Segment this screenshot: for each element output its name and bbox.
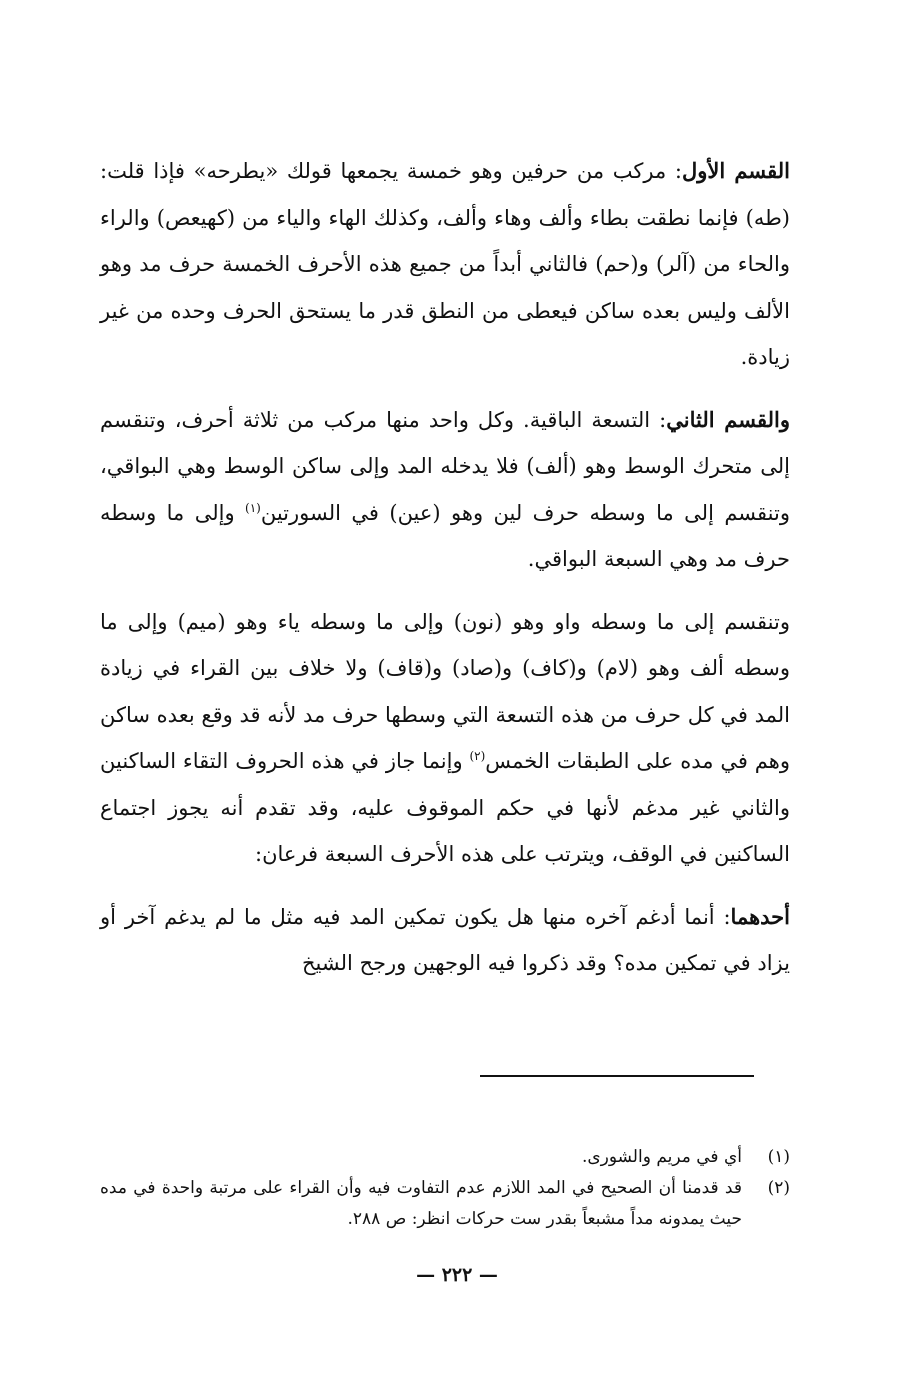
footnote — [100, 1142, 790, 1173]
footnote-divider — [480, 1075, 754, 1077]
paragraph-text: : مركب من حرفين وهو خمسة يجمعها قولك «يطرحه» فإذا قلت: (طه) فإنما نطقت بطاء وألف وهاء وألف، وكذلك الهاء والياء من (كهيعص) والراء والحاء من (آلر) و(حم) فالثاني أبداً من جميع هذه الأحرف الخمسة حرف مد وهو الألف وليس بعده ساكن فيعطى من النطق قدر ما يستحق الحرف وحده من غير زيادة. — [100, 159, 790, 369]
footnote-marker: (٢) — [469, 749, 486, 763]
page-number: — ٢٢٢ — — [416, 1264, 498, 1286]
footnotes — [100, 1142, 790, 1235]
paragraph-text: وإلى ما وسطه حرف مد وهي السبعة البواقي. — [100, 500, 790, 571]
footnote-number: (١) — [767, 1147, 790, 1167]
paragraph-section-two — [100, 397, 790, 583]
paragraph-text: وتنقسم إلى ما وسطه واو وهو (نون) وإلى ما وسطه ياء وهو (ميم) وإلى ما وسطه ألف وهو (لام) و(كاف) و(صاد) و(قاف) ولا خلاف بين القراء في زيادة المد في كل حرف من هذه التسعة التي وسطها حرف مد لأنه قد وقع بعده ساكن وهم في مده على الطبقات الخمس — [100, 609, 790, 773]
paragraph-section-one — [100, 148, 790, 381]
footnote — [100, 1173, 790, 1235]
footnote-marker: (١) — [245, 500, 261, 515]
main-text — [100, 148, 790, 1004]
section-heading: القسم الأول — [681, 158, 790, 183]
paragraph-division — [100, 599, 790, 878]
footnote-number: (٢) — [767, 1178, 790, 1198]
paragraph-text: وإنما جاز في هذه الحروف التقاء الساكنين والثاني غير مدغم لأنها في حكم الموقوف عليه، وقد تقدم أنه يجوز اجتماع الساكنين في الوقف، ويترتب على هذه الأحرف السبعة فرعان: — [100, 749, 790, 866]
footnote-text: أي في مريم والشورى. — [581, 1147, 742, 1167]
section-heading: والقسم الثاني — [666, 406, 790, 432]
paragraph-text: : التسعة الباقية. وكل واحد منها مركب من ثلاثة أحرف، وتنقسم إلى متحرك الوسط وهو (ألف) فلا يدخله المد وإلى ساكن الوسط وهي البواقي، وتنقسم إلى ما وسطه حرف لين وهو (عين) في السورتين — [100, 407, 790, 525]
paragraph-first-branch — [100, 894, 790, 987]
paragraph-text: : أنما أدغم آخره منها هل يكون تمكين المد فيه مثل ما لم يدغم آخر أو يزاد في تمكين مده؟ وقد ذكروا فيه الوجهين ورجح الشيخ — [100, 904, 790, 975]
footnote-text: قد قدمنا أن الصحيح في المد اللازم عدم التفاوت فيه وأن القراء على مرتبة واحدة في مده حيث يمدونه مداً مشبعاً بقدر ست حركات انظر: ص ٢٨٨. — [100, 1178, 742, 1229]
section-heading: أحدهما — [730, 903, 790, 929]
